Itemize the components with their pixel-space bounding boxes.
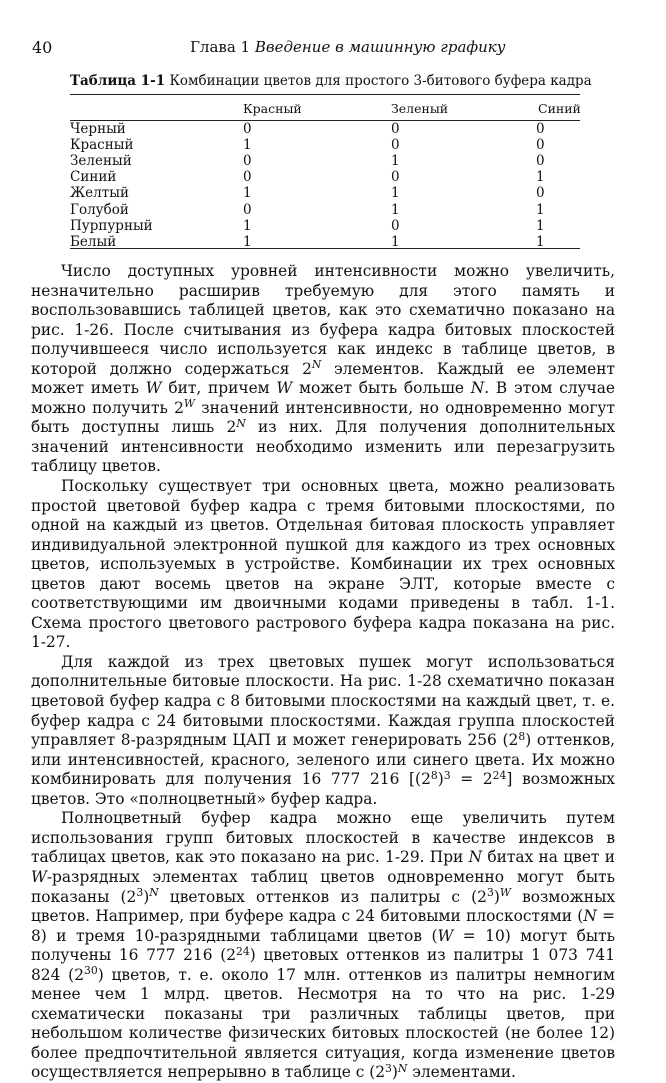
table-row — [70, 185, 580, 201]
bit-value-cell: 0 — [243, 201, 252, 218]
bit-value-cell: 0 — [391, 217, 400, 234]
bit-value-cell: 0 — [391, 169, 400, 186]
paragraph: Число доступных уровней интенсивности можно увеличить, незначительно расширив требуемую для этого память и воспользовавшись таблицей цветов, как это схематично показано на рис. 1-26. После считывания из буфера кадра битовых плоскостей получившееся число используется как индекс в таблице цветов, в которой должно содержаться $2^N$ элементов. Каждый ее элемент может иметь W бит, причем W может быть больше N. В этом случае можно получить $2^W$ значений интенсивности, но одновременно могут быть доступны лишь $2^N$ из них. Для получения дополнительных значений интенсивности необходимо изменить или перезагрузить таблицу цветов. — [31, 262, 615, 476]
table-row — [70, 169, 580, 185]
color-name-cell: Пурпурный — [70, 217, 153, 234]
table-top-rule — [70, 94, 580, 95]
bit-value-cell: 1 — [243, 233, 252, 250]
bit-value-cell: 0 — [243, 169, 252, 186]
paragraph: Для каждой из трех цветовых пушек могут использоваться дополнительные битовые плоскости. На рис. 1-28 схематично показан цветовой буфер кадра с 8 битовыми плоскостями на каждый цвет, т. е. буфер кадра с 24 битовыми плоскостями. Каждая группа плоскостей управляет 8-разрядным ЦАП и может генерировать 256 $(2^8)$ оттенков, или интенсивностей, красного, зеленого или синего цвета. Их можно комбинировать для получения 16 777 216 $[(2^8)^3 = 2^{24}]$ возможных цветов. Это «полноцветный» буфер кадра. — [31, 652, 616, 808]
bit-value-cell: 0 — [391, 121, 400, 137]
table-row — [70, 153, 580, 169]
bit-value-cell: 1 — [243, 185, 252, 202]
column-header-red: Красный — [243, 101, 302, 116]
column-header-green: Зеленый — [391, 101, 449, 116]
table-caption — [70, 73, 592, 89]
body-text — [31, 262, 615, 1083]
bit-value-cell: 0 — [536, 121, 545, 137]
bit-value-cell: 0 — [536, 137, 545, 154]
table-bottom-rule — [70, 248, 580, 249]
bit-value-cell: 0 — [536, 153, 545, 170]
table-row — [70, 202, 580, 218]
table-row — [70, 121, 580, 137]
color-name-cell: Белый — [70, 233, 117, 250]
paragraph: Полноцветный буфер кадра можно еще увеличить путем использования групп битовых плоскостей в качестве индексов в таблицах цветов, как это показано на рис. 1-29. При N битах на цвет и W-разрядных элементах таблиц цветов одновременно могут быть показаны $(2^3)^N$ цветовых оттенков из палитры с $(2^3)^W$ возможных цветов. Например, при буфере кадра с 24 битовыми плоскостями (N = 8) и тремя 10-разрядными таблицами цветов (W = 10) могут быть получены 16 777 216 $(2^{24})$ цветовых оттенков из палитры 1 073 741 824 $(2^{30})$ цветов, т. е. около 17 млн. оттенков из палитры немногим менее чем 1 млрд. цветов. Несмотря на то что на рис. 1-29 схематически показаны три различных таблицы цветов, при небольшом количестве физических битовых плоскостей (не более 12) более предпочтительной является ситуация, когда изменение цветов осуществляется непрерывно в таблице с $(2^3)^N$ элементами. — [31, 809, 615, 1082]
bit-value-cell: 1 — [243, 217, 252, 234]
bit-value-cell: 0 — [391, 137, 400, 154]
page-number: 40 — [32, 38, 53, 57]
bit-value-cell: 1 — [536, 233, 545, 250]
chapter-title: Введение в машинную графику — [254, 38, 506, 56]
bit-value-cell: 1 — [391, 153, 400, 170]
table-caption-label: Таблица 1-1 — [70, 73, 166, 89]
bit-value-cell: 1 — [243, 137, 252, 154]
running-header — [190, 38, 505, 56]
bit-value-cell: 0 — [243, 121, 252, 137]
table-row — [70, 218, 580, 234]
chapter-label: Глава 1 — [190, 38, 251, 56]
color-name-cell: Желтый — [70, 185, 129, 202]
bit-value-cell: 0 — [536, 185, 545, 202]
table-caption-text: Комбинации цветов для простого 3-битового буфера кадра — [169, 73, 592, 89]
bit-value-cell: 1 — [391, 233, 400, 250]
column-header-blue: Синий — [538, 101, 581, 116]
color-name-cell: Красный — [70, 137, 134, 154]
bit-value-cell: 1 — [391, 185, 400, 202]
color-name-cell: Черный — [70, 121, 126, 137]
bit-value-cell: 0 — [243, 153, 252, 170]
color-name-cell: Синий — [70, 169, 117, 186]
bit-value-cell: 1 — [536, 201, 545, 218]
bit-value-cell: 1 — [536, 217, 545, 234]
color-name-cell: Зеленый — [70, 153, 132, 170]
paragraph: Поскольку существует три основных цвета, можно реализовать простой цветовой буфер кадра с тремя битовыми плоскостями, по одной на каждый из цветов. Отдельная битовая плоскость управляет индивидуальной электронной пушкой для каждого из трех основных цветов, используемых в устройстве. Комбинации их трех основных цветов дают восемь цветов на экране ЭЛТ, которые вместе с соответствующими им двоичными кодами приведены в табл. 1-1. Схема простого цветового растрового буфера кадра показана на рис. 1-27. — [31, 477, 615, 652]
color-name-cell: Голубой — [70, 201, 129, 218]
bit-value-cell: 1 — [536, 169, 545, 186]
table-row — [70, 137, 580, 153]
bit-value-cell: 1 — [391, 201, 400, 218]
